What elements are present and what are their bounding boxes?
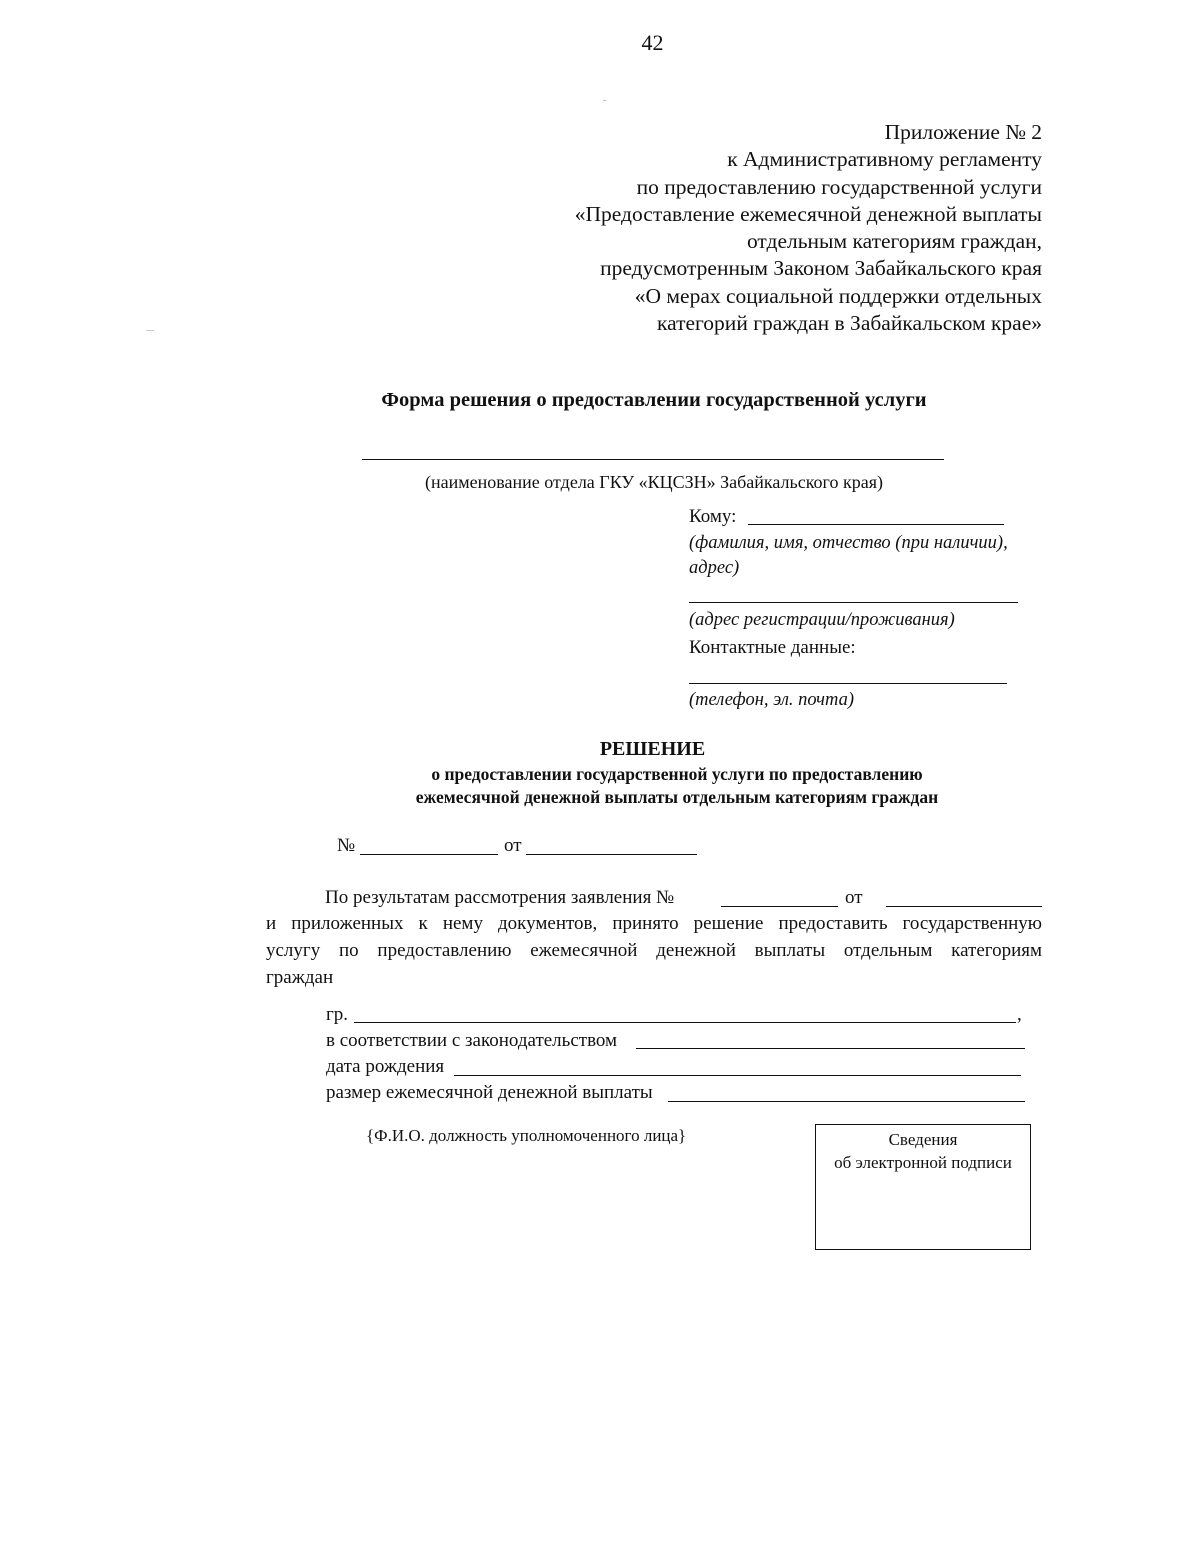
e-signature-subtitle: об электронной подписи: [834, 1153, 1012, 1172]
paragraph-line: услугу по предоставлению ежемесячной денежной выплаты отдельным категориям: [266, 940, 1042, 961]
appendix-line: «О мерах социальной поддержки отдельных: [634, 283, 1042, 308]
contacts-hint: (телефон, эл. почта): [689, 690, 854, 710]
appendix-line: Приложение № 2: [884, 120, 1042, 144]
decision-heading: РЕШЕНИЕ: [599, 738, 706, 760]
birth-date-line: [454, 1075, 1021, 1076]
paragraph-line: и приложенных к нему документов, принято решение предоставить государственную: [266, 913, 1042, 934]
citizen-line-comma: ,: [1017, 1004, 1022, 1025]
law-line: [636, 1048, 1025, 1049]
appendix-line: к Административному регламенту: [727, 147, 1042, 172]
name-hint-address: адрес): [689, 558, 740, 578]
e-signature-title: Сведения: [888, 1130, 958, 1149]
payment-amount-label: размер ежемесячной денежной выплаты: [326, 1082, 653, 1103]
decision-from-label: от: [504, 835, 522, 856]
application-date-line: [886, 906, 1042, 907]
contacts-label: Контактные данные:: [689, 637, 856, 658]
scan-edge-mark: [146, 330, 154, 331]
appendix-line: по предоставлению государственной услуги: [636, 174, 1042, 199]
dept-caption: (наименование отдела ГКУ «КЦСЗН» Забайкальского края): [425, 472, 883, 492]
contacts-line: [689, 683, 1007, 684]
appendix-line: отдельным категориям граждан,: [746, 229, 1042, 254]
appendix-line: предусмотренным Законом Забайкальского края: [600, 256, 1042, 281]
to-name-line: [748, 524, 1004, 525]
payment-amount-line: [668, 1101, 1025, 1102]
scan-speck: [603, 100, 606, 101]
appendix-line: категорий граждан в Забайкальском крае»: [656, 311, 1042, 336]
citizen-line: [354, 1022, 1016, 1023]
application-number-line: [721, 906, 838, 907]
paragraph-start: По результатам рассмотрения заявления №: [325, 887, 675, 908]
appendix-header: [575, 119, 1042, 337]
name-hint: (фамилия, имя, отчество (при наличии),: [689, 533, 1008, 553]
address-hint: (адрес регистрации/проживания): [689, 610, 955, 630]
dept-name-line: [362, 459, 944, 460]
address-line: [689, 602, 1018, 603]
law-label: в соответствии с законодательством: [326, 1030, 618, 1051]
application-from-label: от: [845, 887, 863, 908]
paragraph-line: граждан: [266, 967, 334, 988]
page-number: 42: [641, 30, 664, 55]
decision-subtitle: ежемесячной денежной выплаты отдельным категориям граждан: [415, 787, 939, 807]
decision-number-label: №: [337, 835, 356, 856]
decision-date-line: [526, 854, 697, 855]
decision-number-line: [360, 854, 498, 855]
to-label: Кому:: [689, 506, 737, 527]
e-signature-box: [815, 1124, 1031, 1250]
citizen-label: гр.: [326, 1004, 349, 1025]
form-title: Форма решения о предоставлении государственной услуги: [381, 389, 927, 411]
birth-date-label: дата рождения: [326, 1056, 445, 1077]
decision-subtitle: о предоставлении государственной услуги по предоставлению: [431, 764, 923, 784]
appendix-line: «Предоставление ежемесячной денежной выплаты: [574, 201, 1042, 226]
official-label: {Ф.И.О. должность уполномоченного лица}: [366, 1126, 687, 1145]
